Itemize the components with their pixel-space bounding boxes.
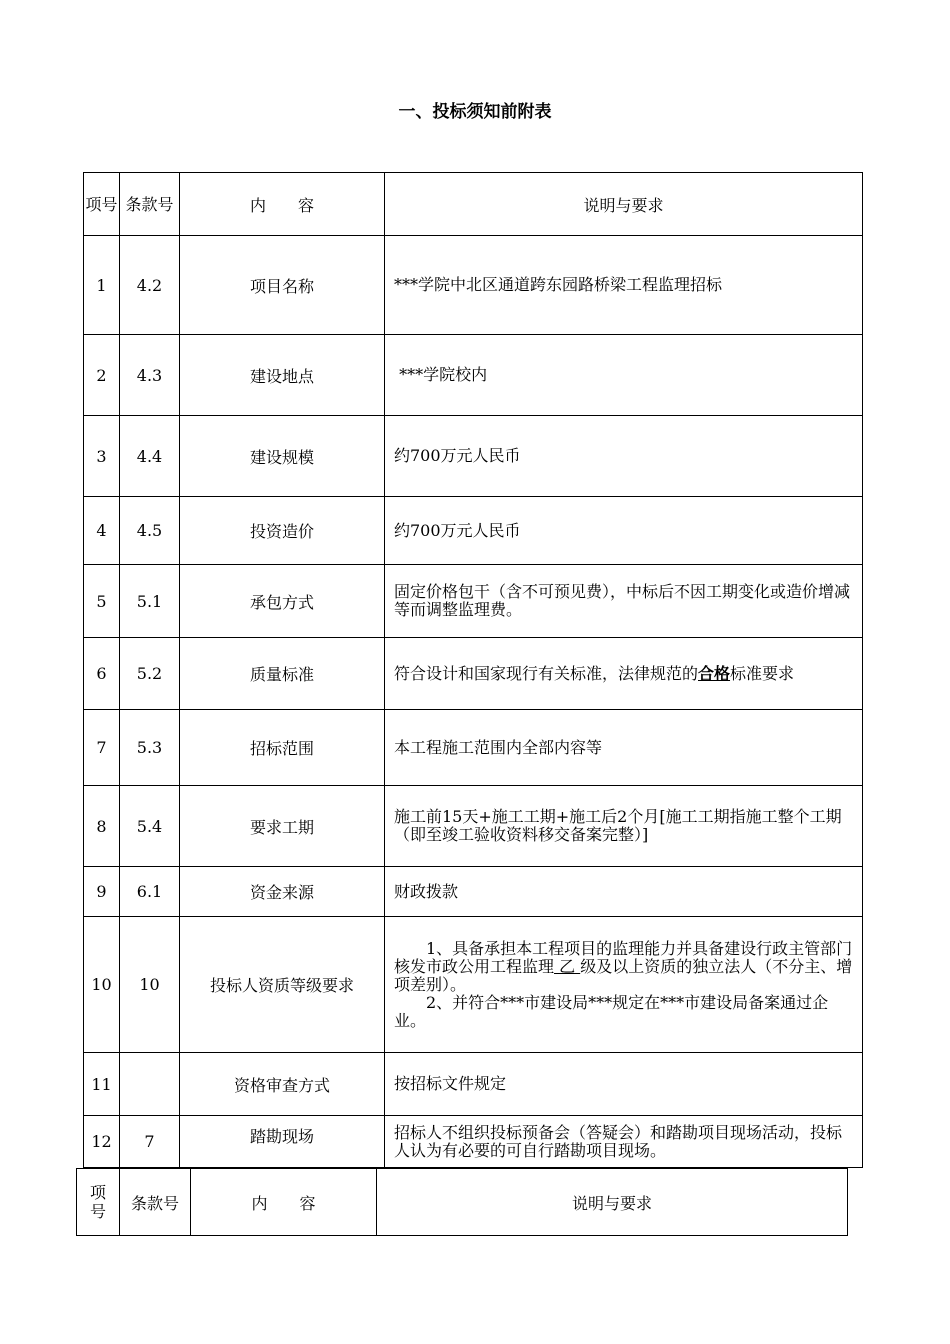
row-desc: 符合设计和国家现行有关标准，法律规范的合格标准要求 xyxy=(385,638,863,710)
row-clause: 5.1 xyxy=(120,565,180,638)
row-content: 投资造价 xyxy=(180,497,385,565)
page-title: 一、投标须知前附表 xyxy=(398,102,552,122)
quality-grade: 合格 xyxy=(698,663,731,683)
table-row xyxy=(84,1053,863,1116)
row-no: 3 xyxy=(84,416,120,497)
qualification-item-2: 2、并符合***市建设局***规定在***市建设局备案通过企业。 xyxy=(394,992,829,1030)
row-desc: 招标人不组织投标预备会（答疑会）和踏勘项目现场活动，投标人认为有必要的可自行踏勘项目现场。 xyxy=(385,1116,863,1168)
row-desc: 财政拨款 xyxy=(385,867,863,917)
table-row xyxy=(84,416,863,497)
table-row xyxy=(84,236,863,335)
row-clause: 10 xyxy=(120,917,180,1053)
row-content: 资格审查方式 xyxy=(180,1053,385,1116)
bid-notice-table-continued-header xyxy=(76,1168,848,1236)
row-content: 踏勘现场 xyxy=(180,1116,385,1168)
row-content: 要求工期 xyxy=(180,786,385,867)
row-clause: 5.3 xyxy=(120,710,180,786)
row-no: 6 xyxy=(84,638,120,710)
row-desc: 约700万元人民币 xyxy=(385,497,863,565)
table-row xyxy=(84,335,863,416)
table-row xyxy=(84,497,863,565)
row-content: 承包方式 xyxy=(180,565,385,638)
row-no: 7 xyxy=(84,710,120,786)
row-content: 投标人资质等级要求 xyxy=(180,917,385,1053)
row-content: 项目名称 xyxy=(180,236,385,335)
row-no: 1 xyxy=(84,236,120,335)
row-no: 4 xyxy=(84,497,120,565)
row-no: 11 xyxy=(84,1053,120,1116)
row-clause: 6.1 xyxy=(120,867,180,917)
header-content: 内 容 xyxy=(180,173,385,236)
row-clause: 5.2 xyxy=(120,638,180,710)
row-desc: ***学院中北区通道跨东园路桥梁工程监理招标 xyxy=(385,236,863,335)
row-no: 12 xyxy=(84,1116,120,1168)
row-desc: 本工程施工范围内全部内容等 xyxy=(385,710,863,786)
row-content: 建设规模 xyxy=(180,416,385,497)
row-desc: 固定价格包干（含不可预见费），中标后不因工期变化或造价增减等而调整监理费。 xyxy=(385,565,863,638)
header-desc: 说明与要求 xyxy=(377,1169,848,1236)
row-content: 招标范围 xyxy=(180,710,385,786)
row-desc: 按招标文件规定 xyxy=(385,1053,863,1116)
header-no: 项号 xyxy=(77,1169,120,1236)
row-content: 质量标准 xyxy=(180,638,385,710)
row-clause: 4.2 xyxy=(120,236,180,335)
row-content: 建设地点 xyxy=(180,335,385,416)
row-clause: 4.4 xyxy=(120,416,180,497)
qualification-item-1: 1、具备承担本工程项目的监理能力并具备建设行政主管部门核发市政公用工程监理 乙 级及以上资质的独立法人（不分主、增项差别）。 xyxy=(394,938,853,994)
row-desc: 施工前15天+施工工期+施工后2个月[施工工期指施工整个工期（即至竣工验收资料移交备案完整）] xyxy=(385,786,863,867)
table-row xyxy=(84,638,863,710)
table-row xyxy=(84,786,863,867)
row-no: 2 xyxy=(84,335,120,416)
table-row xyxy=(84,710,863,786)
table-row xyxy=(84,565,863,638)
row-clause: 5.4 xyxy=(120,786,180,867)
table-header-row xyxy=(84,173,863,236)
header-clause: 条款号 xyxy=(120,1169,191,1236)
row-desc: 约700万元人民币 xyxy=(385,416,863,497)
row-clause xyxy=(120,1053,180,1116)
row-no: 10 xyxy=(84,917,120,1053)
row-no: 9 xyxy=(84,867,120,917)
row-no: 5 xyxy=(84,565,120,638)
row-desc xyxy=(385,917,863,1053)
row-desc: ***学院校内 xyxy=(385,335,863,416)
row-clause: 4.3 xyxy=(120,335,180,416)
table-row xyxy=(84,917,863,1053)
header-clause: 条款号 xyxy=(120,173,180,236)
row-content: 资金来源 xyxy=(180,867,385,917)
header-no: 项号 xyxy=(84,173,120,236)
row-no: 8 xyxy=(84,786,120,867)
header-content: 内 容 xyxy=(191,1169,377,1236)
table-row xyxy=(84,867,863,917)
header-desc: 说明与要求 xyxy=(385,173,863,236)
bid-notice-table xyxy=(83,172,863,1168)
row-clause: 4.5 xyxy=(120,497,180,565)
table-header-row xyxy=(77,1169,848,1236)
qualification-grade: 乙 xyxy=(554,956,581,976)
table-row xyxy=(84,1116,863,1168)
row-clause: 7 xyxy=(120,1116,180,1168)
